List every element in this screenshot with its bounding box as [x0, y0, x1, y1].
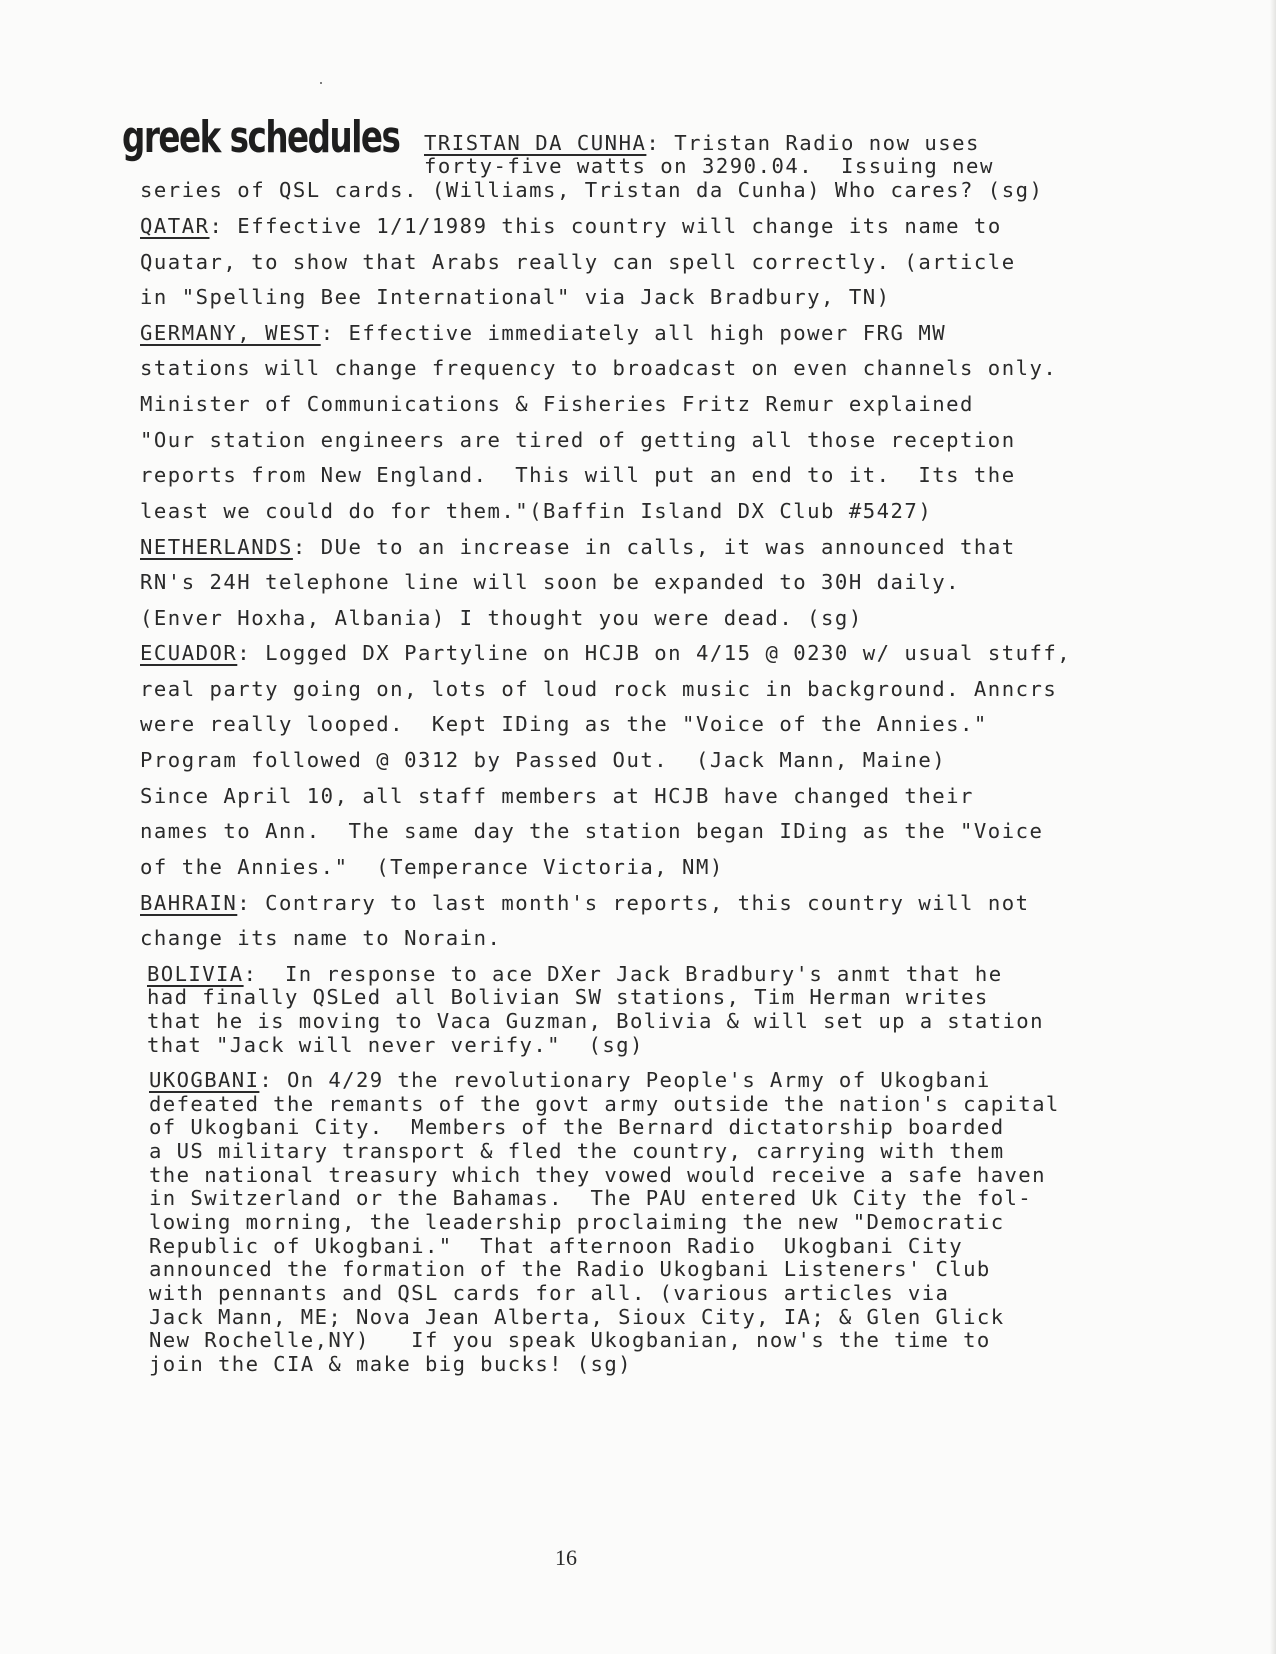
entry-netherlands-line-2: RN's 24H telephone line will soon be expanded to 30H daily. [140, 570, 961, 594]
entry-bahrain-heading: BAHRAIN [140, 891, 238, 915]
entry-ecuador-line-3: were really looped. Kept IDing as the "Voice of the Annies." [140, 712, 988, 736]
entry-tristan-line-2: forty-five watts on 3290.04. Issuing new [424, 154, 994, 178]
paper-speck [320, 82, 322, 84]
entry-germany-line-4: "Our station engineers are tired of getting all those reception [140, 428, 1016, 452]
entry-ukogbani-line-3: of Ukogbani City. Members of the Bernard dictatorship boarded [149, 1115, 1005, 1139]
entry-ukogbani-line-12: New Rochelle,NY) If you speak Ukogbanian, now's the time to [149, 1328, 991, 1352]
entry-germany-line-2: stations will change frequency to broadcast on even channels only. [140, 356, 1058, 380]
entry-ecuador-line-4: Program followed @ 0312 by Passed Out. (Jack Mann, Maine) [140, 748, 947, 772]
entry-netherlands-line-3: (Enver Hoxha, Albania) I thought you were dead. (sg) [140, 606, 863, 630]
entry-netherlands-heading: NETHERLANDS [140, 535, 293, 559]
entry-bahrain-line-1: BAHRAIN: Contrary to last month's reports, this country will not [140, 891, 1030, 915]
entry-ukogbani-line-6: in Switzerland or the Bahamas. The PAU entered Uk City the fol- [149, 1186, 1033, 1210]
entry-ukogbani-line-8: Republic of Ukogbani." That afternoon Radio Ukogbani City [149, 1234, 964, 1258]
entry-germany-line-3: Minister of Communications & Fisheries Fritz Remur explained [140, 392, 974, 416]
entry-bolivia-line-4: that "Jack will never verify." (sg) [147, 1033, 644, 1057]
entry-bolivia-line-2: had finally QSLed all Bolivian SW stations, Tim Herman writes [147, 985, 989, 1009]
entry-bahrain-line-2: change its name to Norain. [140, 926, 502, 950]
entry-bolivia-heading: BOLIVIA [147, 962, 244, 986]
entry-netherlands-line-1: NETHERLANDS: DUe to an increase in calls, it was announced that [140, 535, 1016, 559]
page-number: 16 [555, 1545, 577, 1570]
entry-ukogbani-line-2: defeated the remants of the govt army outside the nation's capital [149, 1092, 1060, 1116]
entry-ukogbani-line-11: Jack Mann, ME; Nova Jean Alberta, Sioux City, IA; & Glen Glick [149, 1305, 1005, 1329]
entry-tristan-heading: TRISTAN DA CUNHA [424, 131, 647, 155]
entry-ecuador-line-6: names to Ann. The same day the station began IDing as the "Voice [140, 819, 1044, 843]
entry-ukogbani-line-5: the national treasury which they vowed would receive a safe haven [149, 1163, 1046, 1187]
entry-ecuador-line-7: of the Annies." (Temperance Victoria, NM) [140, 855, 724, 879]
entry-ecuador-line-1: ECUADOR: Logged DX Partyline on HCJB on 4/15 @ 0230 w/ usual stuff, [140, 641, 1072, 665]
entry-ukogbani-line-7: lowing morning, the leadership proclaiming the new "Democratic [149, 1210, 1005, 1234]
entry-germany-line-1: GERMANY, WEST: Effective immediately all high power FRG MW [140, 321, 947, 345]
entry-tristan-line-1: TRISTAN DA CUNHA: Tristan Radio now uses [424, 131, 980, 155]
entry-qatar-line-2: Quatar, to show that Arabs really can spell correctly. (article [140, 250, 1016, 274]
entry-germany-heading: GERMANY, WEST [140, 321, 321, 345]
entry-bolivia-line-3: that he is moving to Vaca Guzman, Bolivia & will set up a station [147, 1009, 1044, 1033]
entry-qatar-line-3: in "Spelling Bee International" via Jack Bradbury, TN) [140, 285, 891, 309]
entry-ecuador-line-2: real party going on, lots of loud rock music in background. Anncrs [140, 677, 1058, 701]
entry-tristan-line-3: series of QSL cards. (Williams, Tristan da Cunha) Who cares? (sg) [140, 178, 1044, 202]
entry-ukogbani-line-4: a US military transport & fled the country, carrying with them [149, 1139, 1005, 1163]
entry-ecuador-heading: ECUADOR [140, 641, 238, 665]
entry-bolivia-line-1: BOLIVIA: In response to ace DXer Jack Bradbury's anmt that he [147, 962, 1003, 986]
entry-ukogbani-heading: UKOGBANI [149, 1068, 260, 1092]
entry-qatar-heading: QATAR [140, 214, 210, 238]
entry-ecuador-line-5: Since April 10, all staff members at HCJB have changed their [140, 784, 974, 808]
entry-ukogbani-line-13: join the CIA & make big bucks! (sg) [149, 1352, 632, 1376]
entry-ukogbani-line-10: with pennants and QSL cards for all. (various articles via [149, 1281, 950, 1305]
entry-ukogbani-line-1: UKOGBANI: On 4/29 the revolutionary People's Army of Ukogbani [149, 1068, 991, 1092]
section-masthead: greek schedules [122, 112, 400, 163]
entry-germany-line-5: reports from New England. This will put an end to it. Its the [140, 463, 1016, 487]
entry-qatar-line-1: QATAR: Effective 1/1/1989 this country will change its name to [140, 214, 1002, 238]
entry-ukogbani-line-9: announced the formation of the Radio Ukogbani Listeners' Club [149, 1257, 991, 1281]
page-edge-shadow [1270, 0, 1276, 1654]
entry-germany-line-6: least we could do for them."(Baffin Island DX Club #5427) [140, 499, 933, 523]
